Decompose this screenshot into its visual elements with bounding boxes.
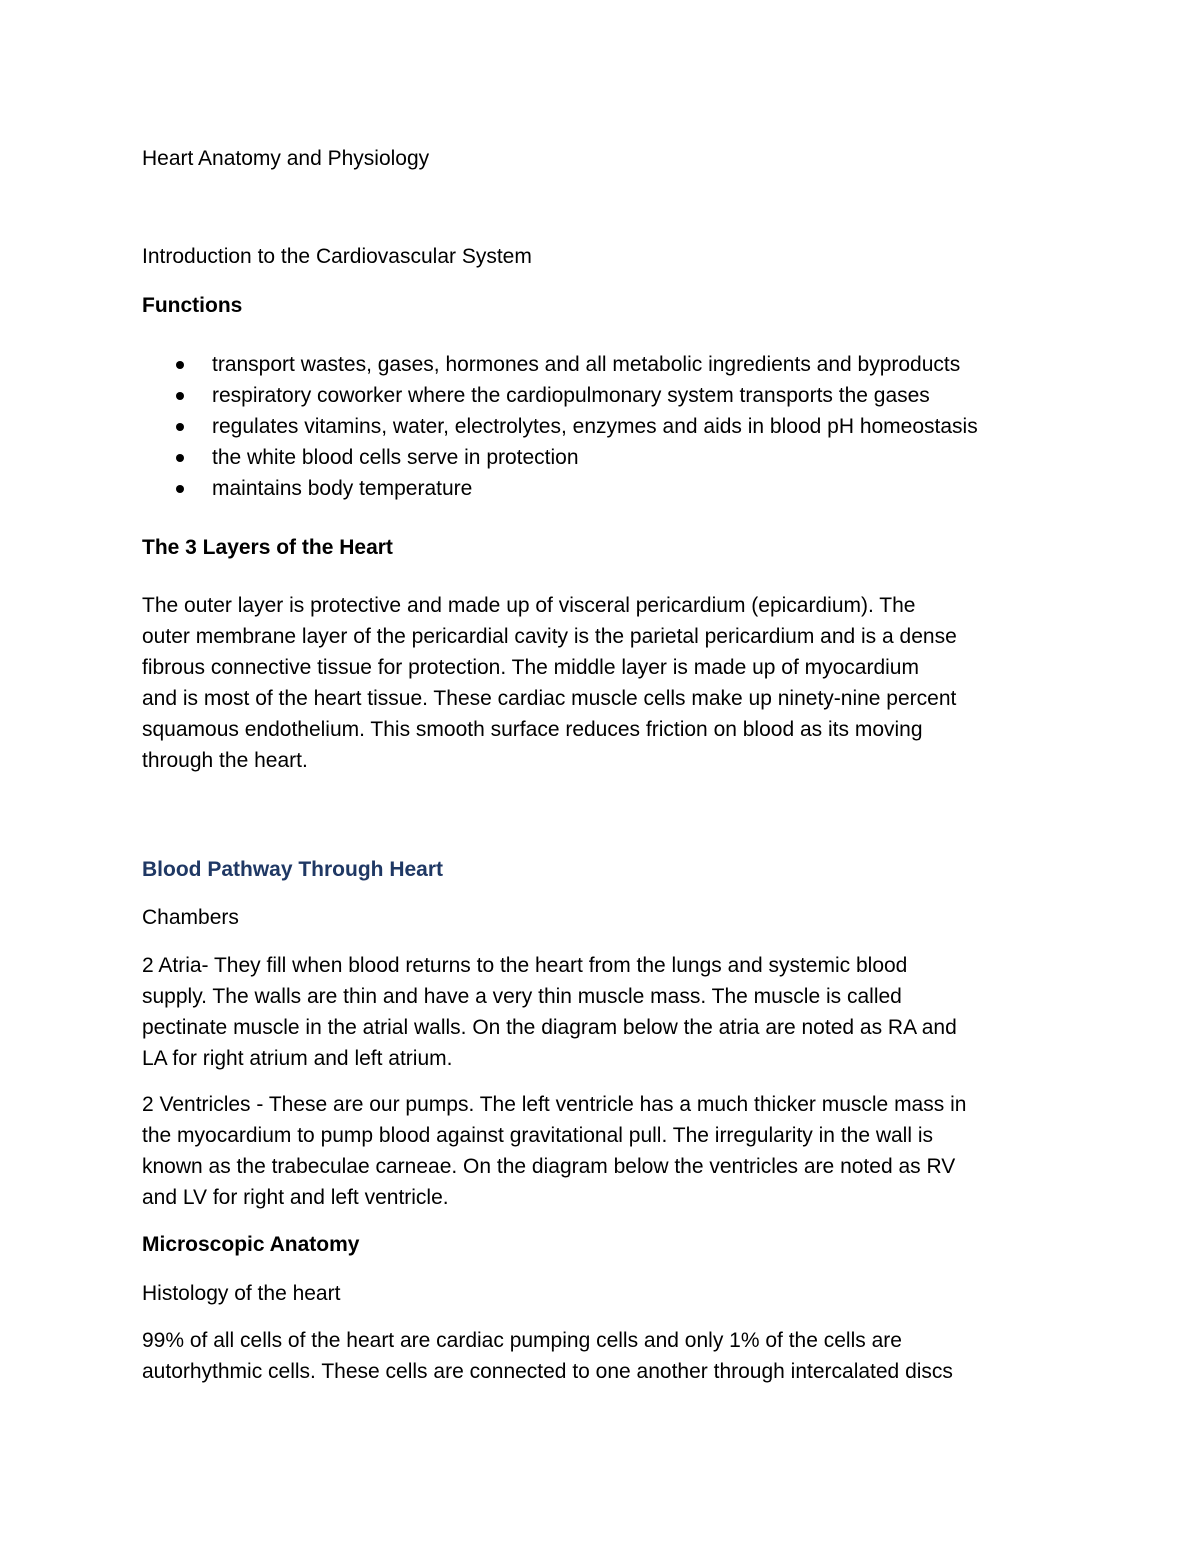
pathway-heading: Blood Pathway Through Heart (142, 858, 444, 881)
functions-heading: Functions (142, 294, 243, 317)
list-item-text: regulates vitamins, water, electrolytes, enzymes and aids in blood pH homeostasis (212, 415, 978, 438)
paragraph-line: 99% of all cells of the heart are cardiac pumping cells and only 1% of the cells are (142, 1329, 902, 1352)
paragraph-line: 2 Atria- They fill when blood returns to the heart from the lungs and systemic blood (142, 954, 908, 977)
chambers-label: Chambers (142, 906, 239, 929)
paragraph-line: 2 Ventricles - These are our pumps. The left ventricle has a much thicker muscle mass in (142, 1093, 967, 1116)
bullet-icon (176, 361, 184, 369)
microscopic-heading: Microscopic Anatomy (142, 1233, 360, 1256)
bullet-icon (176, 392, 184, 400)
list-item-text: respiratory coworker where the cardiopulmonary system transports the gases (212, 384, 930, 407)
bullet-icon (176, 423, 184, 431)
list-item-text: transport wastes, gases, hormones and all metabolic ingredients and byproducts (212, 353, 961, 376)
atria-paragraph (142, 950, 1062, 1074)
paragraph-line: LA for right atrium and left atrium. (142, 1047, 453, 1070)
histology-paragraph (142, 1325, 1062, 1387)
paragraph-line: The outer layer is protective and made up of visceral pericardium (epicardium). The (142, 594, 916, 617)
paragraph-line: supply. The walls are thin and have a very thin muscle mass. The muscle is called (142, 985, 902, 1008)
list-item-text: maintains body temperature (212, 477, 473, 500)
histology-label: Histology of the heart (142, 1282, 341, 1305)
paragraph-line: the myocardium to pump blood against gravitational pull. The irregularity in the wall is (142, 1124, 934, 1147)
layers-heading: The 3 Layers of the Heart (142, 536, 393, 559)
bullet-icon (176, 454, 184, 462)
layers-paragraph (142, 590, 1062, 776)
document-title: Heart Anatomy and Physiology (142, 147, 430, 170)
paragraph-line: and is most of the heart tissue. These cardiac muscle cells make up ninety-nine percent (142, 687, 957, 710)
paragraph-line: squamous endothelium. This smooth surface reduces friction on blood as its moving (142, 718, 923, 741)
ventricles-paragraph (142, 1089, 1062, 1213)
paragraph-line: and LV for right and left ventricle. (142, 1186, 449, 1209)
list-item-text: the white blood cells serve in protection (212, 446, 579, 469)
paragraph-line: known as the trabeculae carneae. On the diagram below the ventricles are noted as RV (142, 1155, 956, 1178)
paragraph-line: through the heart. (142, 749, 308, 772)
paragraph-line: pectinate muscle in the atrial walls. On the diagram below the atria are noted as RA and (142, 1016, 957, 1039)
paragraph-line: fibrous connective tissue for protection. The middle layer is made up of myocardium (142, 656, 919, 679)
bullet-icon (176, 485, 184, 493)
paragraph-line: outer membrane layer of the pericardial cavity is the parietal pericardium and is a dense (142, 625, 957, 648)
paragraph-line: autorhythmic cells. These cells are connected to one another through intercalated discs (142, 1360, 953, 1383)
intro-heading: Introduction to the Cardiovascular System (142, 245, 532, 268)
